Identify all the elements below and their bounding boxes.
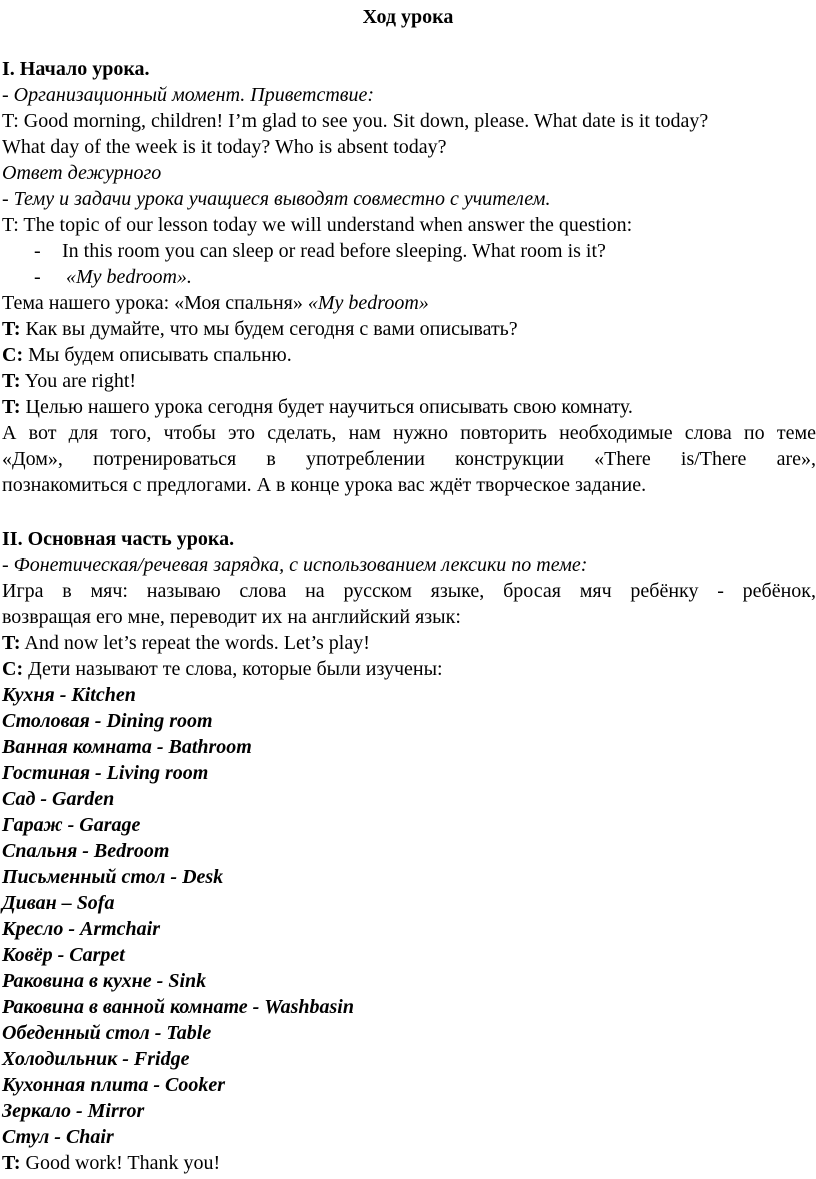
vocab-item: Раковина в ванной комнате - Washbasin	[2, 996, 354, 1018]
dialog-line	[2, 630, 816, 656]
page-title: Ход урока	[362, 6, 454, 28]
speaker-label: С:	[2, 658, 24, 680]
speaker-label: T:	[2, 370, 21, 392]
vocab-item: Стул - Chair	[2, 1126, 114, 1148]
vocab-item: Зеркало - Mirror	[2, 1100, 145, 1122]
paragraph-line-3: познакомиться с предлогами. А в конце урока вас ждёт творческое задание.	[2, 474, 647, 496]
section-2-heading: II. Основная часть урока.	[2, 528, 235, 550]
speaker-label: T:	[2, 632, 21, 654]
vocab-item: Кресло - Armchair	[2, 918, 160, 940]
lesson-topic-en: «My bedroom»	[307, 292, 429, 314]
dialog-line	[2, 316, 816, 342]
dialog-text: Мы будем описывать спальню.	[28, 344, 292, 366]
dialog-text: Как вы думайте, что мы будем сегодня с вами описывать?	[25, 318, 518, 340]
dialog-line	[2, 368, 816, 394]
game-line-1: Игра в мяч: называю слова на русском языке, бросая мяч ребёнку - ребёнок,	[2, 580, 816, 602]
dialog-text: Good work! Thank you!	[25, 1152, 221, 1174]
vocab-item: Кухонная плита - Cooker	[2, 1074, 226, 1096]
teacher-greeting-line-2: What day of the week is it today? Who is absent today?	[2, 136, 447, 158]
dialog-text: And now let’s repeat the words. Let’s play!	[24, 632, 370, 654]
vocab-item: Обеденный стол - Table	[2, 1022, 212, 1044]
section-1-heading: I. Начало урока.	[2, 58, 150, 80]
bullet-dash: -	[34, 266, 41, 288]
vocab-item: Раковина в кухне - Sink	[2, 970, 207, 992]
vocab-item: Кухня - Kitchen	[2, 684, 136, 706]
org-moment-note: - Организационный момент. Приветствие:	[2, 84, 374, 106]
vocab-item: Письменный стол - Desk	[2, 866, 224, 888]
bullet-dash: -	[34, 240, 41, 262]
topic-question: T: The topic of our lesson today we will understand when answer the question:	[2, 214, 633, 236]
speaker-label: T:	[2, 396, 21, 418]
dialog-line	[2, 342, 816, 368]
vocab-item: Ванная комната - Bathroom	[2, 736, 252, 758]
vocab-item: Спальня - Bedroom	[2, 840, 170, 862]
vocab-item: Сад - Garden	[2, 788, 115, 810]
vocab-item: Ковёр - Carpet	[2, 944, 125, 966]
dialog-line	[2, 656, 816, 682]
paragraph-line-1: А вот для того, чтобы это сделать, нам нужно повторить необходимые слова по теме	[2, 422, 816, 444]
bullet-text: «My bedroom».	[66, 266, 192, 288]
paragraph-line-2: «Дом», потренироваться в употреблении конструкции «There is/There are»,	[2, 448, 816, 470]
teacher-greeting-line-1: T: Good morning, children! I’m glad to see you. Sit down, please. What date is it today?	[2, 110, 709, 132]
vocab-item: Столовая - Dining room	[2, 710, 213, 732]
bullet-text: In this room you can sleep or read before sleeping. What room is it?	[62, 240, 606, 262]
dialog-line	[2, 394, 816, 420]
speaker-label: T:	[2, 318, 21, 340]
lesson-topic	[2, 290, 816, 316]
lesson-topic-ru: Тема нашего урока: «Моя спальня»	[2, 292, 303, 314]
vocab-item: Гостиная - Living room	[2, 762, 209, 784]
dialog-text: You are right!	[24, 370, 137, 392]
speaker-label: T:	[2, 1152, 21, 1174]
phonetic-note: - Фонетическая/речевая зарядка, с использованием лексики по теме:	[2, 554, 588, 576]
vocab-item: Холодильник - Fridge	[2, 1048, 190, 1070]
vocab-item: Гараж - Garage	[2, 814, 141, 836]
topic-note: - Тему и задачи урока учащиеся выводят совместно с учителем.	[2, 188, 551, 210]
vocab-item: Диван – Sofa	[2, 892, 115, 914]
speaker-label: С:	[2, 344, 24, 366]
dialog-line	[2, 1150, 816, 1176]
dialog-text: Дети называют те слова, которые были изучены:	[28, 658, 443, 680]
game-line-2: возвращая его мне, переводит их на английский язык:	[2, 606, 461, 628]
duty-answer-note: Ответ дежурного	[2, 162, 162, 184]
dialog-text: Целью нашего урока сегодня будет научиться описывать свою комнату.	[25, 396, 633, 418]
